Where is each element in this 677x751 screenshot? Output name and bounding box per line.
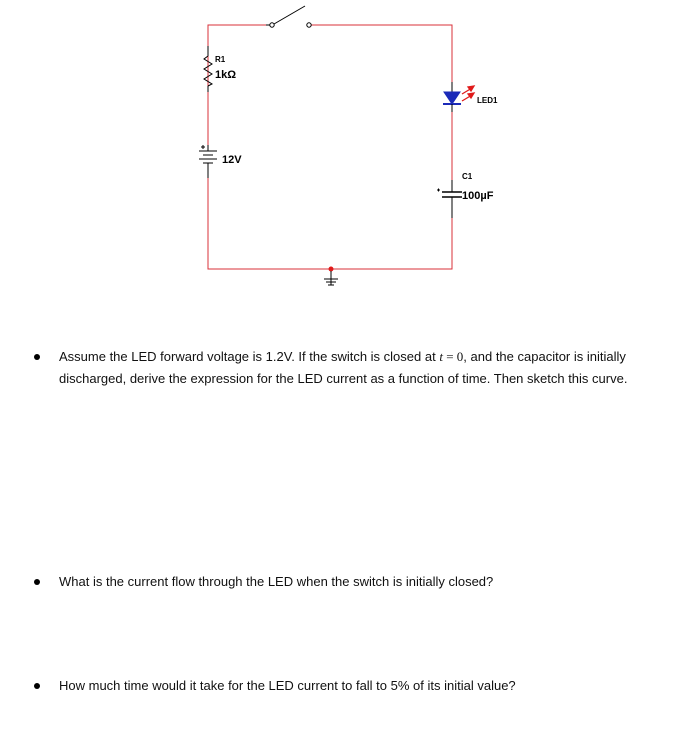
battery-value-label: 12V [222, 154, 242, 166]
question-derive-led-current [34, 346, 654, 390]
led-ref-label: LED1 [477, 96, 498, 105]
ground-node-dot [329, 267, 334, 272]
question-text: What is the current flow through the LED when the switch is initially closed? [59, 574, 494, 589]
led-1 [443, 82, 498, 112]
capacitor-c1 [437, 172, 494, 218]
question-text: Assume the LED forward voltage is 1.2V. If the switch is closed at t = 0, and the capacitor is initially discharged, derive the expression for the LED current as a function of time. Then sketch this curve. [59, 349, 628, 386]
math-variable-t: t [439, 349, 443, 364]
bullet-point [34, 354, 40, 360]
question-initial-led-current [34, 571, 654, 593]
switch[interactable] [266, 6, 311, 27]
switch-terminal-right [307, 23, 311, 27]
question-time-to-five-percent [34, 675, 654, 697]
switch-terminal-left [270, 23, 274, 27]
battery-12v [199, 145, 242, 178]
switch-blade [274, 6, 305, 24]
bullet-point [34, 579, 40, 585]
wire-bottom [208, 178, 452, 269]
resistor-r1 [204, 46, 236, 92]
led-diode-triangle [444, 92, 460, 104]
resistor-ref-label: R1 [215, 55, 226, 64]
capacitor-value-label: 100µF [462, 190, 494, 202]
led-emission-arrows [462, 86, 474, 101]
circuit-wires [208, 25, 452, 274]
wire-top-right [311, 25, 452, 82]
question-text: How much time would it take for the LED current to fall to 5% of its initial value? [59, 678, 516, 693]
bullet-point [34, 683, 40, 689]
resistor-value-label: 1kΩ [215, 69, 237, 81]
capacitor-ref-label: C1 [462, 172, 473, 181]
circuit-schematic [0, 0, 677, 300]
